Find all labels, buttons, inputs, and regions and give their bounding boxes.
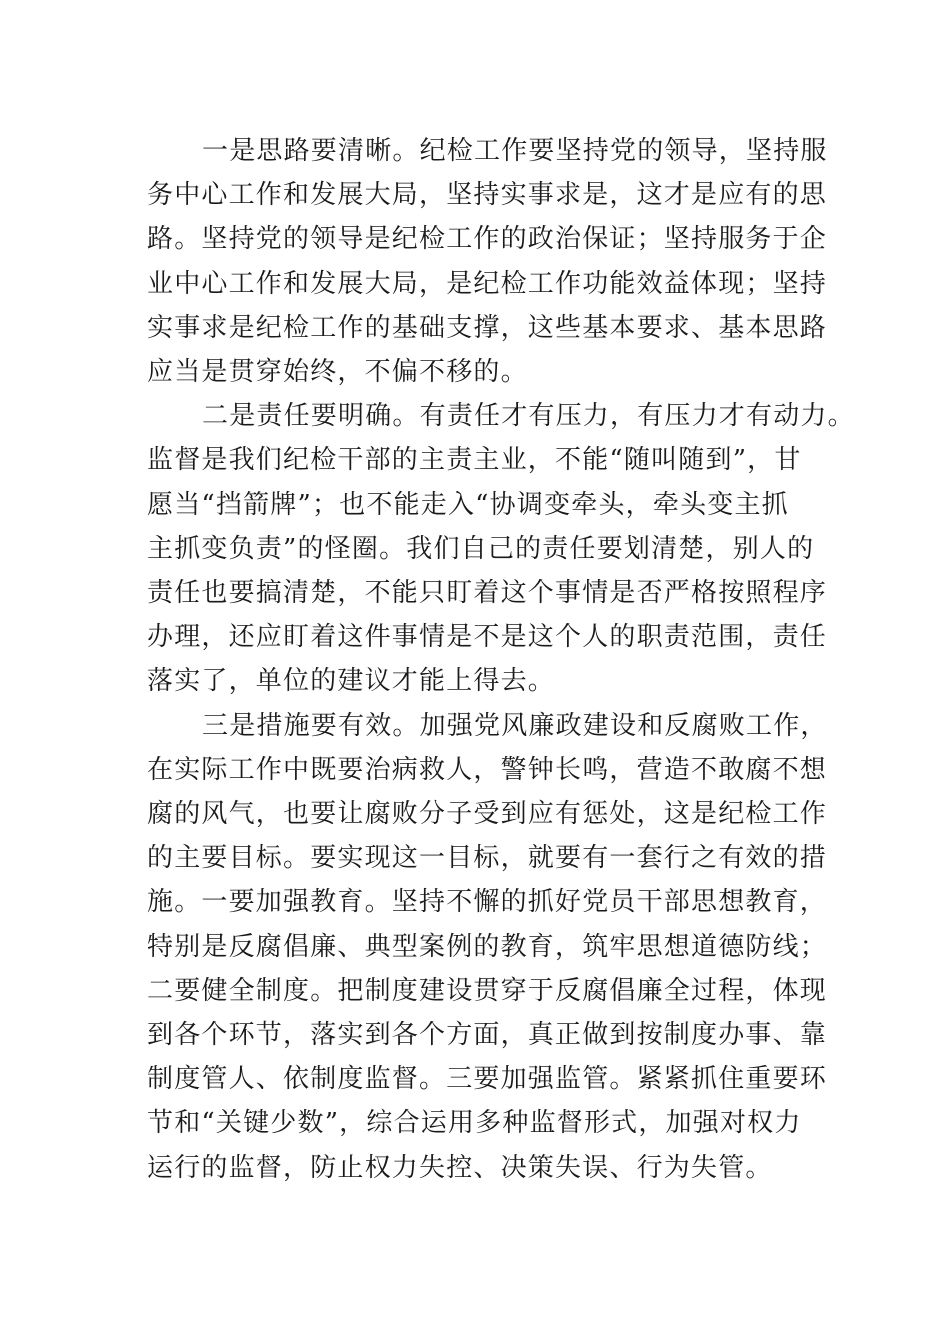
text-line: 节和“关键少数”，综合运用多种监督形式，加强对权力 (147, 1108, 802, 1139)
text-line: 主抓变负责”的怪圈。我们自己的责任要划清楚，别人的 (147, 533, 815, 564)
text-line: 业中心工作和发展大局，是纪检工作功能效益体现；坚持 (147, 268, 828, 299)
text-line: 落实了，单位的建议才能上得去。 (147, 666, 556, 697)
text-line: 实事求是纪检工作的基础支撑，这些基本要求、基本思路 (147, 312, 828, 343)
text-line: 监督是我们纪检干部的主责主业，不能“随叫随到”，甘 (147, 445, 802, 476)
text-line: 特别是反腐倡廉、典型案例的教育，筑牢思想道德防线； (147, 931, 828, 962)
text-line: 运行的监督，防止权力失控、决策失误、行为失管。 (147, 1152, 773, 1183)
paragraph-2 (147, 394, 855, 703)
text-line: 务中心工作和发展大局，坚持实事求是，这才是应有的思 (147, 180, 828, 211)
text-line: 责任也要搞清楚，不能只盯着这个事情是否严格按照程序 (147, 578, 828, 609)
text-line: 一是思路要清晰。纪检工作要坚持党的领导，坚持服 (202, 136, 828, 166)
text-line: 制度管人、依制度监督。三要加强监管。紧紧抓住重要环 (147, 1064, 828, 1095)
text-line: 的主要目标。要实现这一目标，就要有一套行之有效的措 (147, 843, 828, 874)
text-line: 三是措施要有效。加强党风廉政建设和反腐败工作， (202, 710, 828, 741)
paragraph-1 (147, 129, 828, 394)
text-line: 腐的风气，也要让腐败分子受到应有惩处，这是纪检工作 (147, 799, 828, 830)
document-body (147, 129, 855, 1190)
text-line: 到各个环节，落实到各个方面，真正做到按制度办事、靠 (147, 1020, 828, 1051)
paragraph-3 (147, 704, 828, 1190)
text-line: 二要健全制度。把制度建设贯穿于反腐倡廉全过程，体现 (147, 975, 828, 1006)
text-line: 二是责任要明确。有责任才有压力，有压力才有动力。 (202, 401, 855, 432)
text-line: 应当是贯穿始终，不偏不移的。 (147, 357, 528, 388)
text-line: 路。坚持党的领导是纪检工作的政治保证；坚持服务于企 (147, 224, 828, 255)
text-line: 愿当“挡箭牌”；也不能走入“协调变牵头，牵头变主抓 (147, 489, 789, 520)
text-line: 在实际工作中既要治病救人，警钟长鸣，营造不敢腐不想 (147, 754, 828, 785)
text-line: 办理，还应盯着这件事情是不是这个人的职责范围，责任 (147, 622, 828, 653)
text-line: 施。一要加强教育。坚持不懈的抓好党员干部思想教育， (147, 887, 828, 918)
